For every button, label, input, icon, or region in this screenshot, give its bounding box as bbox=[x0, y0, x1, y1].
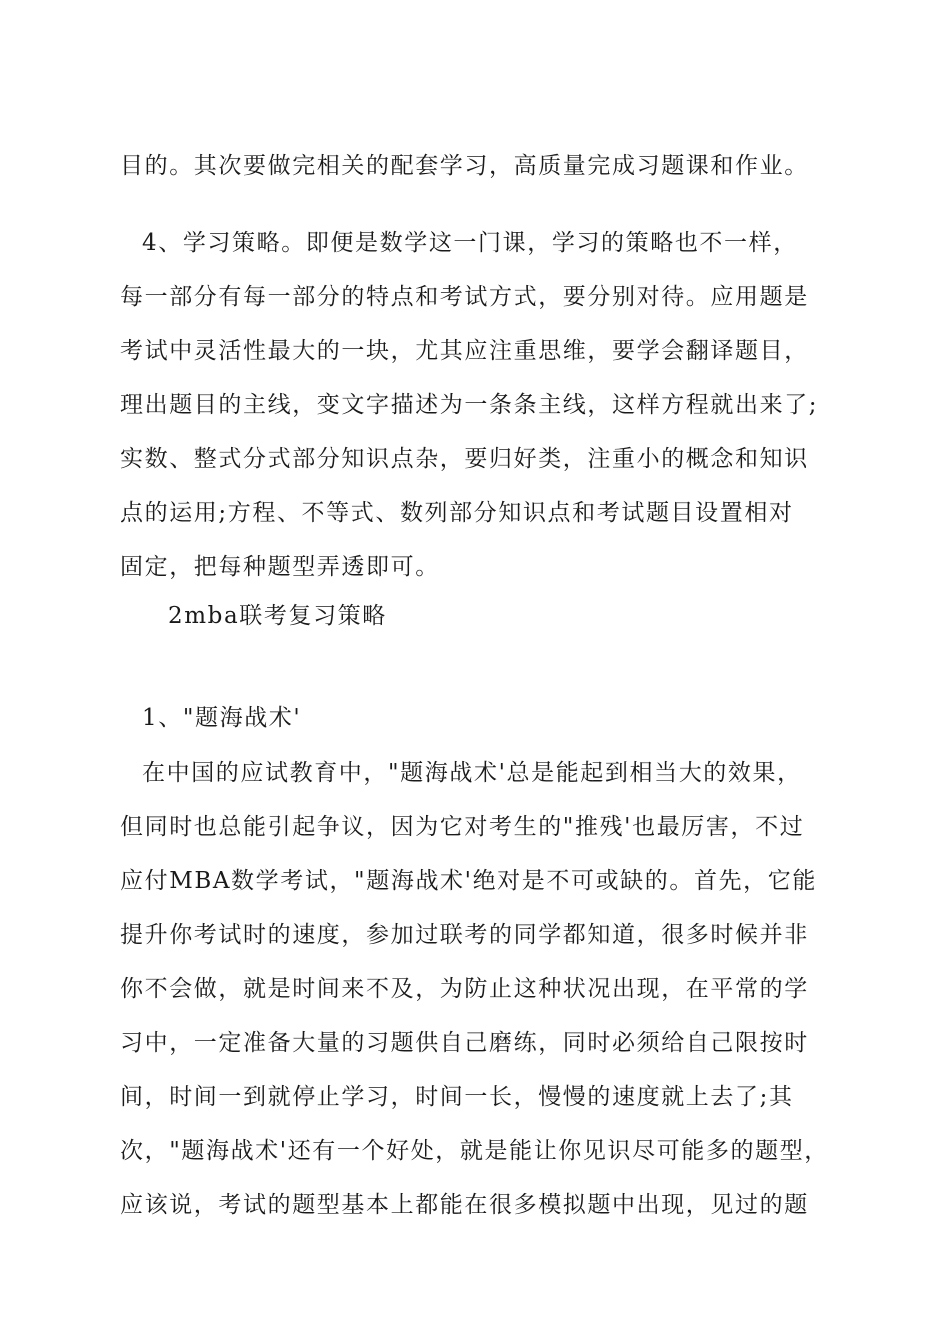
section-4-line: 点的运用;方程、不等式、数列部分知识点和考试题目设置相对 bbox=[120, 500, 794, 526]
item-body-line: 应付MBA数学考试，"题海战术'绝对是不可或缺的。首先，它能 bbox=[120, 868, 817, 894]
section-4-line: 固定，把每种题型弄透即可。 bbox=[120, 554, 440, 580]
item-body-line: 在中国的应试教育中，"题海战术'总是能起到相当大的效果， bbox=[142, 760, 802, 786]
section-heading: 2mba联考复习策略 bbox=[168, 603, 387, 629]
paragraph-line: 目的。其次要做完相关的配套学习，高质量完成习题课和作业。 bbox=[120, 153, 809, 179]
item-body-line: 习中，一定准备大量的习题供自己磨练，同时必须给自己限按时 bbox=[120, 1030, 809, 1056]
section-4-line: 4、学习策略。即便是数学这一门课，学习的策略也不一样， bbox=[142, 230, 798, 256]
item-body-line: 提升你考试时的速度，参加过联考的同学都知道，很多时候并非 bbox=[120, 922, 809, 948]
section-4-line: 理出题目的主线，变文字描述为一条条主线，这样方程就出来了; bbox=[120, 392, 819, 418]
item-title: 1、"题海战术' bbox=[142, 705, 302, 731]
section-4-line: 每一部分有每一部分的特点和考试方式，要分别对待。应用题是 bbox=[120, 284, 809, 310]
item-body-line: 次，"题海战术'还有一个好处，就是能让你见识尽可能多的题型， bbox=[120, 1138, 829, 1164]
item-body-line: 你不会做，就是时间来不及，为防止这种状况出现，在平常的学 bbox=[120, 976, 809, 1002]
section-4-line: 实数、整式分式部分知识点杂，要归好类，注重小的概念和知识 bbox=[120, 446, 809, 472]
section-4-line: 考试中灵活性最大的一块，尤其应注重思维，要学会翻译题目， bbox=[120, 338, 809, 364]
item-body-line: 但同时也总能引起争议，因为它对考生的"推残'也最厉害，不过 bbox=[120, 814, 805, 840]
item-body-line: 应该说，考试的题型基本上都能在很多模拟题中出现，见过的题 bbox=[120, 1192, 809, 1218]
item-body-line: 间，时间一到就停止学习，时间一长，慢慢的速度就上去了;其 bbox=[120, 1084, 794, 1110]
